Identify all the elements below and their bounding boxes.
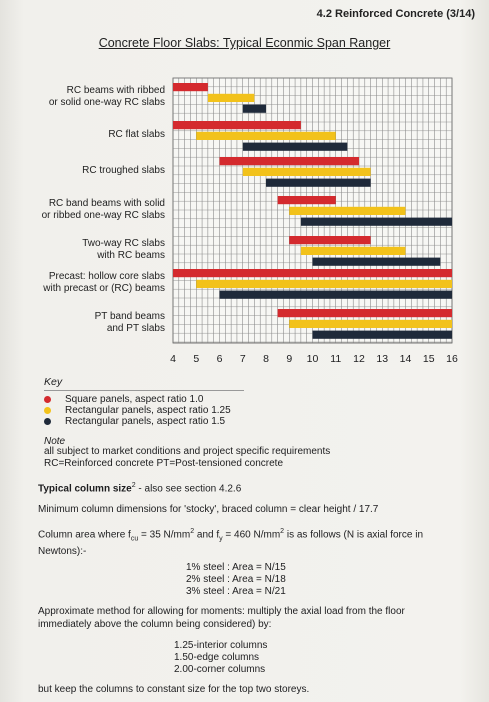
bar-rect125 (289, 320, 452, 328)
area-text-c: and f (194, 529, 220, 541)
factor-interior: 1.25-interior columns (174, 640, 268, 651)
column-heading-sup: 2 (131, 482, 136, 489)
area-sup-1: 2 (190, 528, 195, 535)
key-label-square: Square panels, aspect ratio 1.0 (65, 394, 204, 405)
bar-rect125 (301, 247, 406, 255)
bar-rect125 (289, 207, 405, 215)
x-tick-label: 12 (353, 353, 365, 365)
note-line-1: all subject to market conditions and project specific requirements (44, 446, 331, 457)
bar-rect15 (220, 291, 453, 299)
x-tick-label: 8 (263, 353, 269, 365)
bar-square (278, 309, 452, 317)
bar-square (173, 83, 208, 91)
factor-corner: 2.00-corner columns (174, 664, 266, 675)
area-sub-y: y (219, 535, 223, 543)
bar-square (220, 157, 360, 165)
moments-text (38, 606, 458, 631)
bar-rect15 (243, 143, 348, 151)
row-label: RC band beams with solid (48, 197, 165, 209)
row-label: and PT slabs (106, 322, 165, 334)
x-tick-label: 6 (216, 353, 223, 365)
bar-square (173, 269, 452, 277)
page-title: Concrete Floor Slabs: Typical Econmic Span Ranger (98, 36, 391, 50)
key-item-square (44, 394, 203, 405)
steel-1pct: 1% steel : Area = N/15 (186, 562, 286, 573)
column-size-heading (38, 480, 458, 496)
x-tick-label: 13 (376, 353, 389, 365)
x-tick-label: 5 (193, 353, 200, 365)
row-label: RC flat slabs (108, 128, 165, 140)
row-label: or ribbed one-way RC slabs (41, 209, 165, 221)
bar-rect15 (313, 258, 441, 266)
factor-edge: 1.50-edge columns (174, 652, 260, 663)
x-tick-label: 15 (422, 353, 435, 365)
section-header: 4.2 Reinforced Concrete (3/14) (316, 8, 475, 20)
steel-3pct: 3% steel : Area = N/21 (186, 586, 286, 597)
x-tick-label: 10 (306, 353, 319, 365)
bar-rect15 (313, 331, 453, 339)
area-sub-cu: cu (130, 535, 139, 543)
moments-line-1: Approximate method for allowing for moments: multiply the axial load from the floor (38, 606, 405, 617)
column-heading-text: Typical column size (38, 483, 132, 495)
row-label: with precast or (RC) beams (43, 282, 165, 294)
red-dot-icon (44, 396, 51, 403)
area-text-e: is as follows (N is axial force in (284, 529, 424, 541)
row-label: or solid one-way RC slabs (48, 96, 165, 108)
x-tick-label: 7 (239, 353, 246, 365)
note-line-2: RC=Reinforced concrete PT=Post-tensioned concrete (44, 458, 284, 469)
row-label: PT band beams (94, 310, 165, 322)
row-label: RC beams with ribbed (66, 84, 165, 96)
area-text-b: = 35 N/mm (138, 529, 191, 541)
row-label: RC troughed slabs (82, 164, 165, 176)
bar-square (289, 236, 370, 244)
bar-rect15 (301, 218, 452, 226)
area-text-a: Column area where f (38, 529, 131, 541)
bar-rect125 (208, 94, 255, 102)
steel-2pct: 2% steel : Area = N/18 (186, 574, 286, 585)
x-tick-label: 4 (170, 353, 176, 365)
key-item-rect15 (44, 416, 225, 427)
bar-rect15 (243, 105, 266, 113)
bar-square (173, 121, 301, 129)
x-tick-label: 16 (446, 353, 458, 365)
area-sup-2: 2 (280, 528, 285, 535)
key-divider (44, 390, 244, 391)
bar-square (278, 196, 336, 204)
yellow-dot-icon (44, 407, 51, 414)
navy-dot-icon (44, 418, 51, 425)
note-title: Note (44, 436, 66, 447)
final-note: but keep the columns to constant size for the top two storeys. (38, 684, 310, 695)
column-area-text (38, 526, 458, 558)
x-tick-label: 9 (286, 353, 293, 365)
min-dimensions-text: Minimum column dimensions for 'stocky', braced column = clear height / 17.7 (38, 504, 379, 515)
bar-rect125 (196, 132, 336, 140)
column-heading-rest: - also see section 4.2.6 (135, 483, 242, 495)
moments-line-2: immediately above the column being considered) by: (38, 618, 272, 630)
key-label-rect125: Rectangular panels, aspect ratio 1.25 (65, 405, 231, 416)
x-tick-label: 11 (330, 353, 342, 365)
key-title: Key (44, 376, 63, 388)
bar-rect15 (266, 179, 371, 187)
key-item-rect125 (44, 405, 231, 416)
row-label: Precast: hollow core slabs (48, 270, 165, 282)
key-label-rect15: Rectangular panels, aspect ratio 1.5 (65, 416, 226, 427)
area-text-f: Newtons):- (38, 545, 87, 557)
row-label: with RC beams (97, 249, 165, 261)
bar-rect125 (196, 280, 452, 288)
row-label: Two-way RC slabs (82, 237, 165, 249)
x-tick-label: 14 (399, 353, 412, 365)
bar-rect125 (243, 168, 371, 176)
area-text-d: = 460 N/mm (222, 529, 281, 541)
